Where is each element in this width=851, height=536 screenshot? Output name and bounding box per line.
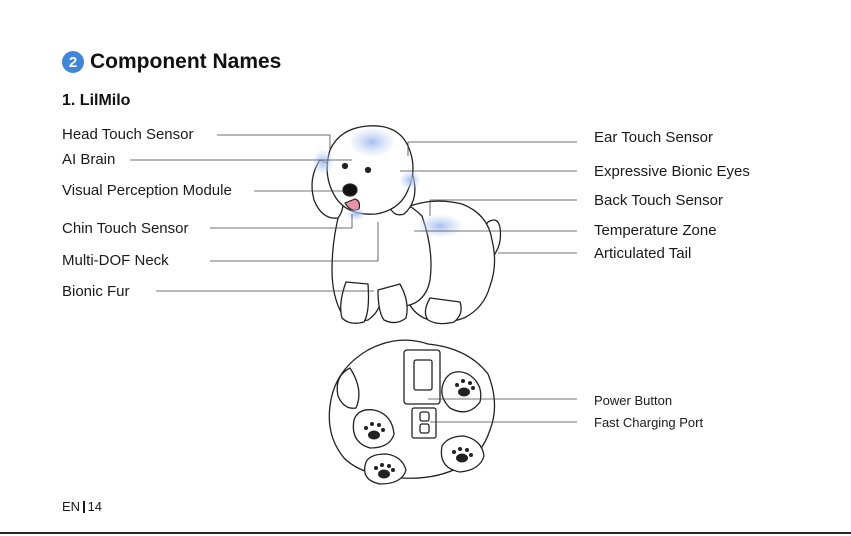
label-temperature-zone: Temperature Zone [594,222,717,239]
label-back-touch-sensor: Back Touch Sensor [594,192,723,209]
label-bionic-fur: Bionic Fur [62,283,130,300]
section-number-badge: 2 [62,51,84,73]
label-chin-touch-sensor: Chin Touch Sensor [62,220,189,237]
section-title: Component Names [90,50,282,73]
footer-language: EN [62,499,81,514]
label-ear-touch-sensor: Ear Touch Sensor [594,129,713,146]
label-visual-perception-module: Visual Perception Module [62,182,232,199]
bottom-rule [0,532,851,534]
subsection-title: 1. LilMilo [62,92,131,109]
page-footer [62,499,102,514]
label-expressive-bionic-eyes: Expressive Bionic Eyes [594,163,750,180]
label-ai-brain: AI Brain [62,151,116,168]
label-articulated-tail: Articulated Tail [594,245,692,262]
dog-underside-illustration [329,340,494,484]
footer-page-number: 14 [87,499,103,514]
label-multi-dof-neck: Multi-DOF Neck [62,252,169,269]
label-head-touch-sensor: Head Touch Sensor [62,126,194,143]
footer-separator [83,501,85,513]
label-fast-charging-port: Fast Charging Port [594,415,704,430]
label-power-button: Power Button [594,393,673,408]
dog-side-illustration [312,126,501,324]
